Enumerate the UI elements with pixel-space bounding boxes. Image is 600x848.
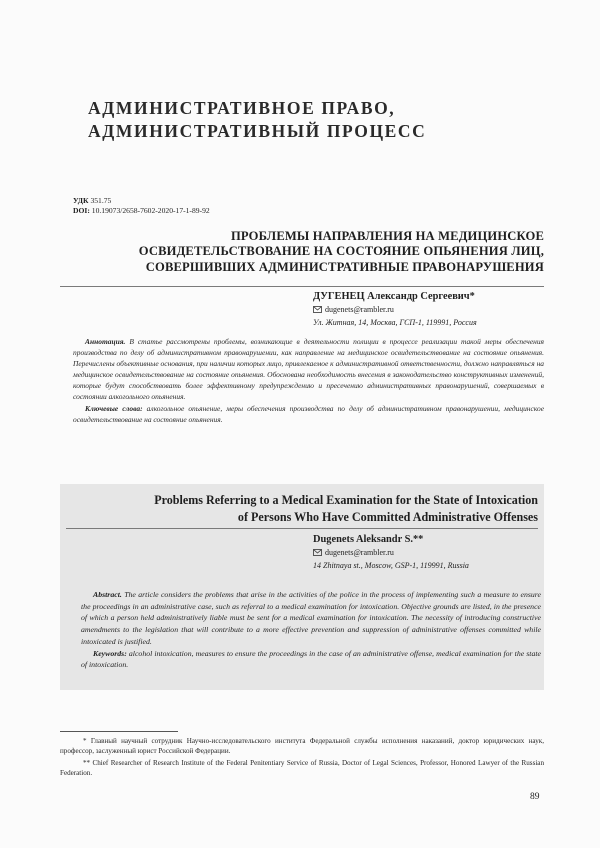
en-keywords-text: alcohol intoxication, measures to ensure the proceedings in the case of an administrative offense, medical examination for the state of intoxication. <box>81 648 541 670</box>
udk-label: УДК <box>73 196 89 205</box>
en-email[interactable]: dugenets@rambler.ru <box>325 548 394 557</box>
en-address-line <box>313 559 469 572</box>
udk-value: 351.75 <box>90 196 112 205</box>
section-heading-line-1: АДМИНИСТРАТИВНОЕ ПРАВО, <box>88 98 396 118</box>
en-abstract-paragraph <box>81 589 541 648</box>
en-article-title <box>66 492 538 525</box>
footnotes <box>60 736 544 780</box>
ru-author-name: ДУГЕНЕЦ Александр Сергеевич* <box>313 291 475 302</box>
doi-label: DOI: <box>73 206 90 215</box>
en-keywords-paragraph <box>81 648 541 671</box>
ru-keywords-paragraph <box>73 403 544 425</box>
ru-email[interactable]: dugenets@rambler.ru <box>325 305 394 314</box>
ru-abstract-paragraph <box>73 336 544 403</box>
footnote-en: ** Chief Researcher of Research Institute of the Federal Penitentiary Service of Russia, Doctor of Legal Sciences, Professor, Honored Lawyer of the Russian Federation. <box>60 758 544 778</box>
ru-article-title <box>60 229 544 275</box>
en-address: 14 Zhitnaya st., Moscow, GSP-1, 119991, Russia <box>313 561 469 570</box>
en-author-block <box>313 533 469 572</box>
ru-address-line <box>313 316 477 329</box>
section-heading <box>88 97 508 143</box>
envelope-icon <box>313 306 322 313</box>
en-abstract-label: Abstract. <box>93 590 122 599</box>
ru-address: Ул. Житная, 14, Москва, ГСП-1, 119991, Россия <box>313 318 477 327</box>
en-title-line-1: Problems Referring to a Medical Examination for the State of Intoxication <box>154 493 538 507</box>
en-keywords-label: Keywords: <box>93 648 127 658</box>
en-email-line <box>313 546 469 559</box>
footnote-rule <box>60 731 178 732</box>
ru-abstract-text: В статье рассмотрены проблемы, возникающие в деятельности полиции в процессе реализации такой меры обеспечения производства по делу об административном правонарушении, как направление на медицинское освидетельствование на состояние опьянения. Перечислены объективные основания, при наличии которых лицо, привлекаемое к административной ответственности, должно направляться на медицинское освидетельствование на состояние опьянения. Обоснована необходимость внесения в законодательство конструктивных изменений, которые будут способствовать более эффективному предупреждению и пресечению административных правонарушений, совершаемых в состоянии алкогольного опьянения. <box>73 337 545 402</box>
ru-email-line <box>313 303 477 316</box>
ru-title-line-3: СОВЕРШИВШИХ АДМИНИСТРАТИВНЫЕ ПРАВОНАРУШЕНИЯ <box>145 259 544 274</box>
ru-keywords-label: Ключевые слова: <box>85 403 143 413</box>
en-abstract <box>81 589 541 671</box>
en-title-line-2: of Persons Who Have Committed Administrative Offenses <box>237 509 538 524</box>
ru-title-line-2: ОСВИДЕТЕЛЬСТВОВАНИЕ НА СОСТОЯНИЕ ОПЬЯНЕНИЯ ЛИЦ, <box>138 244 544 259</box>
en-title-rule <box>66 528 538 529</box>
doi-line <box>73 206 210 216</box>
ru-author-block <box>313 290 477 329</box>
ru-title-line-1: ПРОБЛЕМЫ НАПРАВЛЕНИЯ НА МЕДИЦИНСКОЕ <box>230 229 544 243</box>
udk-line <box>73 196 210 206</box>
footnote-ru: * Главный научный сотрудник Научно-исследовательского института Федеральной службы исполнения наказаний, доктор юридических наук, профессор, заслуженный юрист Российской Федерации. <box>60 737 544 756</box>
envelope-icon <box>313 549 322 556</box>
doi-value: 10.19073/2658-7602-2020-17-1-89-92 <box>91 206 210 215</box>
article-meta <box>73 196 210 216</box>
ru-abstract <box>73 336 544 425</box>
ru-keywords-text: алкогольное опьянение, меры обеспечения производства по делу об административном правонарушении, медицинское освидетельствование на состояние опьянения. <box>73 403 544 424</box>
title-rule <box>60 286 544 287</box>
ru-abstract-label: Аннотация. <box>85 337 126 346</box>
en-author-name: Dugenets Aleksandr S.** <box>313 534 424 545</box>
page-number: 89 <box>530 792 540 802</box>
section-heading-line-2: АДМИНИСТРАТИВНЫЙ ПРОЦЕСС <box>88 121 427 141</box>
en-abstract-text: The article considers the problems that arise in the activities of the police in the process of implementing such a measure to ensure the proceedings in an administrative case, such as referral to a medical examination for intoxication. Objective grounds are listed, in the presence of which a person held administratively liable must be sent for a medical examination for intoxication. The necessity of introducing constructive amendments to the legislation that will contribute to a more effective prevention and suppression of administrative offenses committed while intoxicated is justified. <box>81 590 541 646</box>
